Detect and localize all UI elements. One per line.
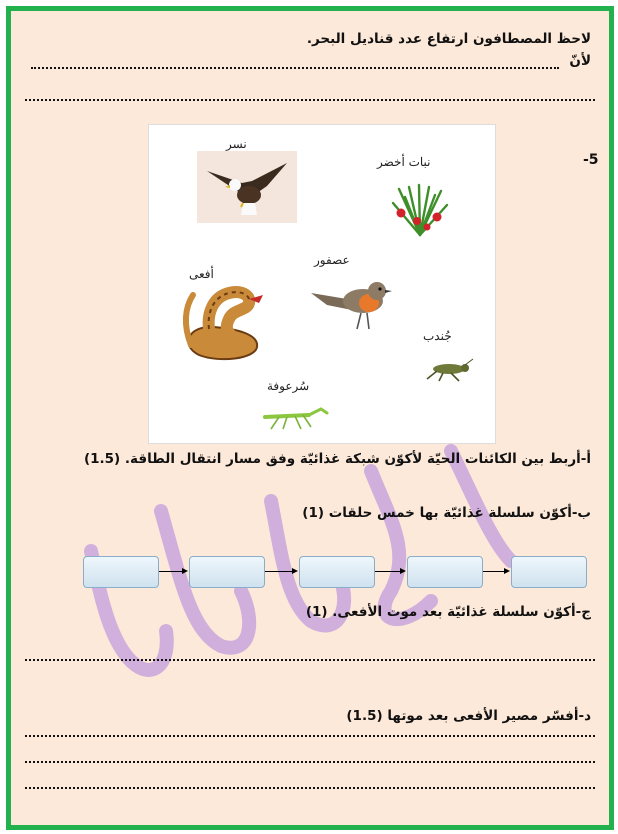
food-chain-box-5[interactable] [511,556,587,588]
food-chain-box-4[interactable] [407,556,483,588]
label-green-plant: نبات أخضر [377,155,431,169]
sparrow-image [307,275,393,333]
label-sparrow: عصفور [314,253,350,267]
observation-statement: لاحظ المصطافون ارتفاع عدد قناديل البحر. [306,31,591,47]
answer-line[interactable] [25,785,595,789]
part-d-prompt: د-أفسّر مصير الأفعى بعد موتها (1.5) [346,708,591,724]
food-chain-box-2[interactable] [189,556,265,588]
worksheet-page [6,6,614,830]
chain-arrow [483,571,505,572]
question-number: -5 [583,152,599,168]
label-eagle: نسر [226,137,247,151]
eagle-image [197,151,297,223]
green-plant-image [389,183,451,237]
answer-line[interactable] [25,733,595,737]
organisms-picture [148,124,496,444]
answer-line[interactable] [31,65,559,69]
chain-arrow [265,571,293,572]
food-chain-box-1[interactable] [83,556,159,588]
mantis-image [259,403,331,431]
label-viper: أفعى [189,267,214,281]
answer-line[interactable] [25,97,595,101]
viper-image [179,285,271,365]
label-mantis: سُرعوفة [267,379,310,393]
chain-arrow [159,571,183,572]
chain-arrowhead [182,568,188,574]
part-a-prompt: أ-أربط بين الكائنات الحيّة لأكوّن شبكة غذائيّة وفق مسار انتقال الطاقة. (1.5) [83,451,591,467]
because-label: لأنّ [569,53,591,69]
part-b-prompt: ب-أكوّن سلسلة غذائيّة بها خمس حلقات (1) [302,505,591,521]
label-grasshopper: جُندب [423,329,452,343]
answer-line[interactable] [25,657,595,661]
food-chain-box-3[interactable] [299,556,375,588]
chain-arrowhead [292,568,298,574]
chain-arrowhead [504,568,510,574]
chain-arrow [375,571,401,572]
grasshopper-image [425,357,475,383]
answer-line[interactable] [25,759,595,763]
chain-arrowhead [400,568,406,574]
part-c-prompt: ج-أكوّن سلسلة غذائيّة بعد موت الأفعى. (1) [305,604,591,620]
